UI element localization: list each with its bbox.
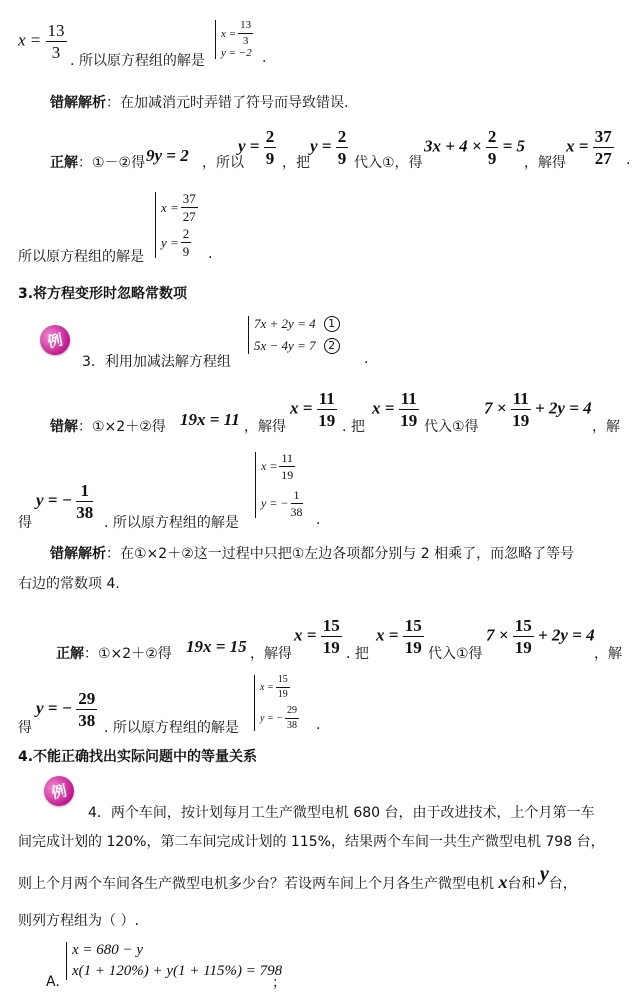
correct1-eq4	[424, 128, 525, 167]
numerator: 13	[47, 21, 65, 40]
analysis-text: ：在加减消元时弄错了符号而导致错误.	[106, 95, 349, 111]
math-text: y =	[238, 136, 260, 156]
denominator: 19	[322, 638, 340, 657]
numerator: 29	[285, 706, 299, 719]
text: .	[626, 152, 631, 168]
section-heading-3: 3.将方程变形时忽略常数项	[18, 286, 188, 302]
math-text: x =	[18, 30, 42, 50]
correct1-eq3	[310, 128, 348, 167]
system-row	[261, 452, 303, 481]
analysis3-line1	[50, 543, 574, 563]
solution1-end: .	[208, 246, 213, 262]
line1-text: . 所以原方程组的解是	[70, 53, 205, 69]
variable-x: x	[498, 872, 508, 892]
math-text: 7 ×	[486, 625, 509, 645]
numerator: 11	[400, 389, 417, 408]
math-text: x =	[294, 625, 317, 645]
wrong3b-system	[255, 452, 303, 518]
numerator: 2	[487, 127, 497, 146]
math-text: x =	[261, 459, 278, 473]
numerator: 37	[182, 191, 196, 206]
denominator: 27	[594, 149, 612, 168]
analysis-label: 错解解析	[50, 546, 106, 562]
text: 台，	[548, 876, 577, 892]
math-text: y =	[310, 136, 332, 156]
example3-text: 3．利用加减法解方程组	[82, 354, 231, 370]
circled-number-icon: 2	[324, 338, 340, 354]
correct3-label-line	[56, 643, 172, 663]
correct3b-eq1	[36, 690, 97, 729]
math-text: 5x − 4y = 7	[254, 338, 316, 353]
fraction	[336, 128, 349, 167]
text: ，解	[594, 646, 622, 662]
wrong3-eq4	[484, 390, 592, 429]
line1-solution-system	[215, 20, 253, 59]
denominator: 19	[512, 411, 530, 430]
correct3b-system	[254, 675, 299, 731]
system-row	[261, 489, 303, 518]
system-row	[221, 20, 253, 47]
numerator: 13	[238, 20, 253, 34]
denominator: 9	[182, 244, 190, 259]
math-text: y = −2	[221, 47, 252, 59]
math-text: x =	[161, 199, 179, 215]
math-text: y = −	[261, 496, 289, 510]
example-badge-icon: 例	[37, 322, 73, 358]
example3-system	[248, 316, 340, 354]
math-text: + 2y = 4	[537, 625, 595, 645]
text: 台和	[507, 876, 536, 892]
analysis3-line2: 右边的常数项 4.	[18, 576, 120, 592]
math-text: y =	[161, 234, 179, 250]
math-text: 3x + 4 ×	[424, 136, 482, 156]
math-text: x =	[376, 625, 399, 645]
fraction	[321, 617, 342, 656]
wrong3-label-line	[50, 416, 166, 436]
text: ，解	[592, 419, 620, 435]
fraction	[276, 675, 290, 700]
denominator: 19	[400, 411, 418, 430]
numerator: 1	[291, 489, 303, 504]
example4-line1: 4．两个车间，按计划每月工生产微型电机 680 台，由于改进技术，上个月第一车	[88, 805, 595, 821]
wrong3-eq3	[372, 390, 419, 429]
system-row	[161, 227, 198, 258]
math-text: x =	[290, 398, 313, 418]
numerator: 11	[281, 451, 293, 465]
fraction	[76, 690, 97, 729]
example4-line2: 间完成计划的 120%，第二车间完成计划的 115%，结果两个车间一共生产微型电机 798 台，	[18, 834, 605, 850]
fraction	[46, 22, 67, 61]
text: ，把	[282, 155, 310, 171]
line1-x-value	[18, 22, 67, 61]
text: 得	[18, 515, 32, 531]
fraction	[291, 489, 303, 518]
variable-y: y	[539, 863, 549, 885]
system-row	[254, 338, 340, 354]
denominator: 38	[290, 505, 303, 519]
option-a-label: A.	[46, 974, 60, 990]
math-text: x =	[566, 136, 589, 156]
math-text: x = 680 − y	[72, 942, 144, 958]
numerator: 2	[182, 226, 190, 241]
circled-number-icon: 1	[324, 316, 340, 332]
text: .	[316, 512, 321, 528]
correct-label: 正解	[56, 646, 84, 662]
text: 代入①得	[428, 646, 483, 662]
fraction	[593, 128, 614, 167]
correct1-label-line	[50, 152, 145, 172]
fraction	[264, 128, 277, 167]
analysis-label: 错解解析	[50, 95, 106, 111]
math-text: x =	[260, 682, 274, 693]
math-text: y = −	[36, 490, 73, 510]
text: 代入①得	[424, 419, 479, 435]
wrong3-eq2	[290, 390, 337, 429]
text: 则上个月两个车间各生产微型电机多少台？若设两车间上个月各生产微型电机	[18, 876, 494, 892]
example-badge-icon: 例	[41, 773, 77, 809]
correct-label: 正解	[50, 155, 78, 171]
math-text: y = −	[36, 698, 73, 718]
numerator: 15	[276, 675, 290, 688]
correct1-eq2	[238, 128, 276, 167]
text: . 把	[346, 646, 369, 662]
text: ，解得	[524, 155, 566, 171]
numerator: 2	[265, 127, 275, 146]
text: 代入①，得	[354, 155, 423, 171]
analysis-text: ：在①×2＋②这一过程中只把①左边各项都分别与 2 相乘了，而忽略了等号	[106, 546, 575, 562]
fraction	[76, 482, 93, 521]
fraction	[513, 617, 534, 656]
denominator: 19	[514, 638, 532, 657]
system-row	[161, 192, 198, 223]
numerator: 11	[318, 389, 335, 408]
denominator: 27	[182, 209, 196, 224]
text: . 把	[342, 419, 365, 435]
denominator: 38	[78, 711, 96, 730]
solution1-text: 所以原方程组的解是	[18, 249, 144, 265]
fraction	[511, 390, 531, 429]
numerator: 15	[404, 616, 422, 635]
math-text: y = −	[260, 713, 283, 724]
fraction	[181, 192, 198, 223]
fraction	[399, 390, 419, 429]
wrong3b-eq1	[36, 482, 93, 521]
example4-line3	[18, 863, 577, 894]
solution1-system	[155, 192, 198, 258]
fraction	[285, 706, 299, 731]
fraction	[317, 390, 337, 429]
denominator: 3	[242, 35, 249, 47]
math-text: + 2y = 4	[535, 398, 592, 418]
denominator: 19	[277, 689, 288, 700]
option-a-end: ；	[272, 975, 286, 991]
example3-end: .	[364, 351, 369, 367]
text: ：①×2＋②得	[78, 419, 166, 435]
numerator: 29	[78, 689, 96, 708]
wrong-label: 错解	[50, 419, 78, 435]
denominator: 38	[286, 720, 297, 731]
denominator: 19	[318, 411, 336, 430]
text: ：①－②得	[78, 155, 146, 171]
text: ，解得	[244, 419, 286, 435]
fraction	[403, 617, 424, 656]
fraction	[181, 227, 192, 258]
numerator: 2	[337, 127, 347, 146]
line1-end: .	[262, 50, 267, 66]
text: . 所以原方程组的解是	[104, 515, 239, 531]
denominator: 38	[76, 503, 94, 522]
denominator: 9	[487, 149, 497, 168]
correct3-eq3	[376, 617, 424, 656]
math-text: 7 ×	[484, 398, 507, 418]
option-a-system	[66, 942, 282, 980]
correct3-eq2	[294, 617, 342, 656]
system-row	[72, 963, 282, 980]
system-row	[254, 316, 340, 332]
numerator: 15	[322, 616, 340, 635]
math-text: x =	[221, 27, 237, 40]
math-text: x(1 + 120%) + y(1 + 115%) = 798	[72, 963, 283, 979]
system-row	[72, 942, 282, 959]
denominator: 9	[265, 149, 275, 168]
fraction	[279, 452, 295, 481]
numerator: 15	[514, 616, 532, 635]
system-row	[221, 47, 253, 59]
text: 得	[18, 720, 32, 736]
math-text: = 5	[502, 136, 526, 156]
denominator: 19	[281, 468, 294, 482]
numerator: 11	[512, 389, 529, 408]
denominator: 9	[337, 149, 347, 168]
analysis1-line	[50, 92, 348, 112]
fraction	[238, 20, 253, 47]
text: ：①×2＋②得	[84, 646, 172, 662]
text: ，解得	[250, 646, 292, 662]
denominator: 3	[51, 43, 61, 62]
fraction	[486, 128, 499, 167]
correct1-eq1: 9y = 2	[146, 146, 189, 165]
numerator: 37	[594, 127, 612, 146]
correct3-eq1: 19x = 15	[186, 637, 247, 656]
math-text: 7x + 2y = 4	[254, 316, 316, 331]
section-heading-4: 4.不能正确找出实际问题中的等量关系	[18, 749, 258, 765]
denominator: 19	[404, 638, 422, 657]
system-row	[260, 675, 299, 700]
numerator: 1	[76, 482, 93, 502]
example4-line4: 则列方程组为（ ）.	[18, 913, 139, 929]
text: .	[316, 717, 321, 733]
system-row	[260, 706, 299, 731]
correct3-eq4	[486, 617, 595, 656]
math-text: x =	[372, 398, 395, 418]
wrong3-eq1: 19x = 11	[180, 410, 240, 429]
text: . 所以原方程组的解是	[104, 720, 239, 736]
text: ，所以	[202, 155, 244, 171]
correct1-eq5	[566, 128, 614, 167]
